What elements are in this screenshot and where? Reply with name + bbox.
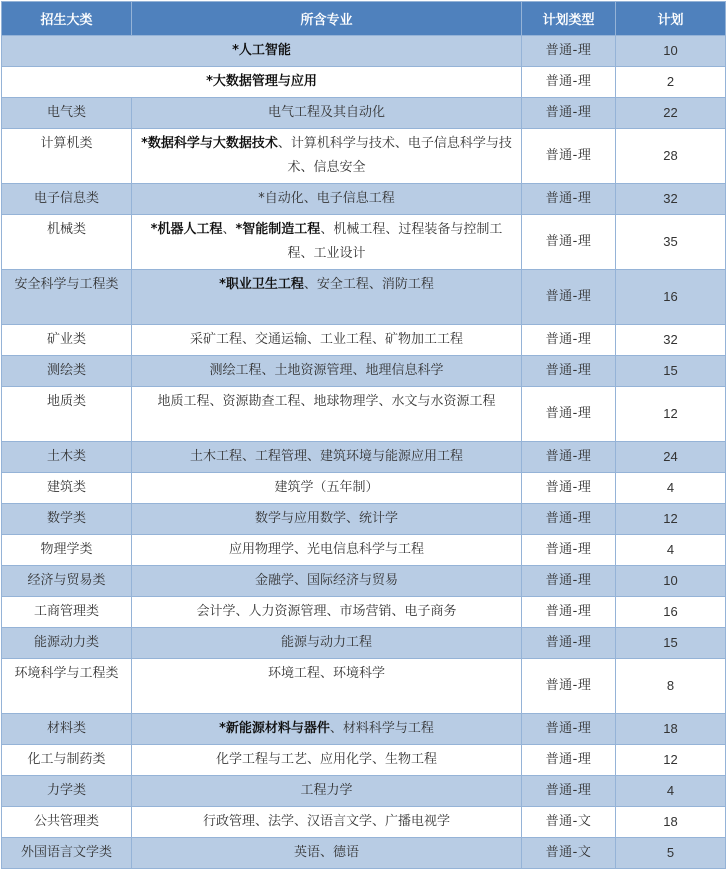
- plan-type-cell: 普通-理: [522, 270, 616, 325]
- plan-count-cell: 15: [616, 628, 726, 659]
- table-row: [2, 659, 726, 714]
- major-text: 环境工程、环境科学: [267, 666, 385, 681]
- plan-count-cell: 24: [616, 442, 726, 473]
- plan-type-cell: 普通-理: [522, 325, 616, 356]
- plan-count-cell: 4: [616, 473, 726, 504]
- category-cell: 化工与制药类: [2, 745, 132, 776]
- plan-count-cell: 35: [616, 215, 726, 270]
- plan-type-cell: 普通-理: [522, 36, 616, 67]
- table-body: [2, 36, 726, 869]
- category-cell: 数学类: [2, 504, 132, 535]
- category-cell: 建筑类: [2, 473, 132, 504]
- majors-cell: [132, 566, 522, 597]
- major-text: 应用物理学、光电信息科学与工程: [228, 542, 424, 557]
- major-text: 采矿工程、交通运输、工业工程、矿物加工工程: [189, 332, 463, 347]
- table-row: [2, 745, 726, 776]
- major-text: 工程力学: [300, 783, 353, 798]
- plan-type-cell: 普通-文: [522, 807, 616, 838]
- plan-type-cell: 普通-理: [522, 98, 616, 129]
- majors-cell: [132, 270, 522, 325]
- plan-count-cell: 28: [616, 129, 726, 184]
- majors-cell: [132, 659, 522, 714]
- major-text: 地质工程、资源勘查工程、地球物理学、水文与水资源工程: [157, 394, 496, 409]
- plan-type-cell: 普通-理: [522, 535, 616, 566]
- plan-count-cell: 18: [616, 807, 726, 838]
- majors-cell: [132, 535, 522, 566]
- major-text: 金融学、国际经济与贸易: [254, 573, 398, 588]
- plan-count-cell: 12: [616, 504, 726, 535]
- majors-cell: [132, 504, 522, 535]
- plan-type-cell: 普通-理: [522, 628, 616, 659]
- plan-count-cell: 10: [616, 36, 726, 67]
- majors-cell: [132, 215, 522, 270]
- plan-count-cell: 16: [616, 270, 726, 325]
- major-text: 能源与动力工程: [280, 635, 372, 650]
- plan-type-cell: 普通-理: [522, 129, 616, 184]
- major-text: 电气工程及其自动化: [267, 105, 385, 120]
- majors-cell: [132, 129, 522, 184]
- plan-type-cell: 普通-理: [522, 714, 616, 745]
- majors-cell: [132, 714, 522, 745]
- category-cell: 环境科学与工程类: [2, 659, 132, 714]
- majors-cell: [132, 356, 522, 387]
- plan-type-cell: 普通-理: [522, 215, 616, 270]
- enrollment-plan-table: [1, 1, 726, 869]
- plan-type-cell: 普通-理: [522, 566, 616, 597]
- featured-major-text: *数据科学与大数据技术: [141, 136, 278, 151]
- table-row: [2, 566, 726, 597]
- plan-type-cell: 普通-理: [522, 745, 616, 776]
- table-row: [2, 597, 726, 628]
- majors-cell: [2, 67, 522, 98]
- majors-cell: [132, 745, 522, 776]
- category-cell: 矿业类: [2, 325, 132, 356]
- plan-type-cell: 普通-理: [522, 776, 616, 807]
- table-row: [2, 387, 726, 442]
- plan-count-cell: 15: [616, 356, 726, 387]
- plan-count-cell: 4: [616, 535, 726, 566]
- table-row: [2, 504, 726, 535]
- table-row: [2, 473, 726, 504]
- header-majors: 所含专业: [132, 2, 522, 36]
- majors-cell: [132, 776, 522, 807]
- category-cell: 能源动力类: [2, 628, 132, 659]
- majors-cell: [2, 36, 522, 67]
- plan-type-cell: 普通-理: [522, 387, 616, 442]
- table-row: [2, 776, 726, 807]
- table-header-row: [2, 2, 726, 36]
- majors-cell: [132, 387, 522, 442]
- plan-count-cell: 32: [616, 184, 726, 215]
- plan-count-cell: 5: [616, 838, 726, 869]
- major-text: 测绘工程、土地资源管理、地理信息科学: [209, 363, 444, 378]
- majors-cell: [132, 807, 522, 838]
- majors-cell: [132, 98, 522, 129]
- category-cell: 计算机类: [2, 129, 132, 184]
- major-text: 行政管理、法学、汉语言文学、广播电视学: [202, 814, 450, 829]
- category-cell: 地质类: [2, 387, 132, 442]
- major-text: 英语、德语: [293, 845, 359, 860]
- plan-count-cell: 16: [616, 597, 726, 628]
- featured-major-text: *机器人工程: [150, 222, 223, 237]
- major-text: 土木工程、工程管理、建筑环境与能源应用工程: [189, 449, 463, 464]
- majors-cell: [132, 442, 522, 473]
- table-row: [2, 356, 726, 387]
- plan-type-cell: 普通-理: [522, 442, 616, 473]
- table-row: [2, 325, 726, 356]
- table-row: [2, 98, 726, 129]
- majors-cell: [132, 628, 522, 659]
- plan-count-cell: 10: [616, 566, 726, 597]
- majors-cell: [132, 838, 522, 869]
- featured-major-text: *人工智能: [232, 43, 291, 58]
- table-row: [2, 36, 726, 67]
- category-cell: 工商管理类: [2, 597, 132, 628]
- category-cell: 电子信息类: [2, 184, 132, 215]
- majors-cell: [132, 473, 522, 504]
- table-row: [2, 184, 726, 215]
- plan-count-cell: 32: [616, 325, 726, 356]
- plan-type-cell: 普通-理: [522, 504, 616, 535]
- plan-count-cell: 12: [616, 745, 726, 776]
- majors-cell: [132, 184, 522, 215]
- category-cell: 测绘类: [2, 356, 132, 387]
- plan-type-cell: 普通-理: [522, 356, 616, 387]
- table-row: [2, 129, 726, 184]
- plan-type-cell: 普通-理: [522, 67, 616, 98]
- category-cell: 公共管理类: [2, 807, 132, 838]
- major-text: 会计学、人力资源管理、市场营销、电子商务: [196, 604, 457, 619]
- table-row: [2, 215, 726, 270]
- category-cell: 经济与贸易类: [2, 566, 132, 597]
- plan-type-cell: 普通-文: [522, 838, 616, 869]
- featured-major-text: *职业卫生工程: [219, 277, 304, 292]
- major-text: 、材料科学与工程: [329, 721, 434, 736]
- major-text: 、: [222, 222, 236, 237]
- table-row: [2, 270, 726, 325]
- plan-type-cell: 普通-理: [522, 473, 616, 504]
- plan-count-cell: 8: [616, 659, 726, 714]
- category-cell: 土木类: [2, 442, 132, 473]
- table-row: [2, 67, 726, 98]
- category-cell: 材料类: [2, 714, 132, 745]
- majors-cell: [132, 597, 522, 628]
- table-row: [2, 442, 726, 473]
- table-row: [2, 535, 726, 566]
- table-row: [2, 714, 726, 745]
- major-text: 、安全工程、消防工程: [303, 277, 434, 292]
- major-text: 、计算机科学与技术、电子信息科学与技术、信息安全: [277, 136, 512, 175]
- category-cell: 力学类: [2, 776, 132, 807]
- plan-type-cell: 普通-理: [522, 659, 616, 714]
- category-cell: 机械类: [2, 215, 132, 270]
- table-row: [2, 838, 726, 869]
- major-text: 建筑学（五年制）: [274, 480, 379, 495]
- plan-type-cell: 普通-理: [522, 184, 616, 215]
- category-cell: 安全科学与工程类: [2, 270, 132, 325]
- category-cell: 物理学类: [2, 535, 132, 566]
- major-text: 、机械工程、过程装备与控制工程、工业设计: [287, 222, 503, 261]
- category-cell: 电气类: [2, 98, 132, 129]
- header-plan-type: 计划类型: [522, 2, 616, 36]
- featured-major-text: *新能源材料与器件: [219, 721, 330, 736]
- category-cell: 外国语言文学类: [2, 838, 132, 869]
- featured-major-text: *智能制造工程: [235, 222, 321, 237]
- plan-count-cell: 18: [616, 714, 726, 745]
- plan-count-cell: 22: [616, 98, 726, 129]
- header-category: 招生大类: [2, 2, 132, 36]
- plan-count-cell: 2: [616, 67, 726, 98]
- plan-type-cell: 普通-理: [522, 597, 616, 628]
- header-plan: 计划: [616, 2, 726, 36]
- major-text: *自动化、电子信息工程: [258, 191, 395, 206]
- plan-count-cell: 4: [616, 776, 726, 807]
- featured-major-text: *大数据管理与应用: [206, 74, 317, 89]
- majors-cell: [132, 325, 522, 356]
- major-text: 数学与应用数学、统计学: [254, 511, 398, 526]
- plan-count-cell: 12: [616, 387, 726, 442]
- table-row: [2, 628, 726, 659]
- table-row: [2, 807, 726, 838]
- major-text: 化学工程与工艺、应用化学、生物工程: [215, 752, 437, 767]
